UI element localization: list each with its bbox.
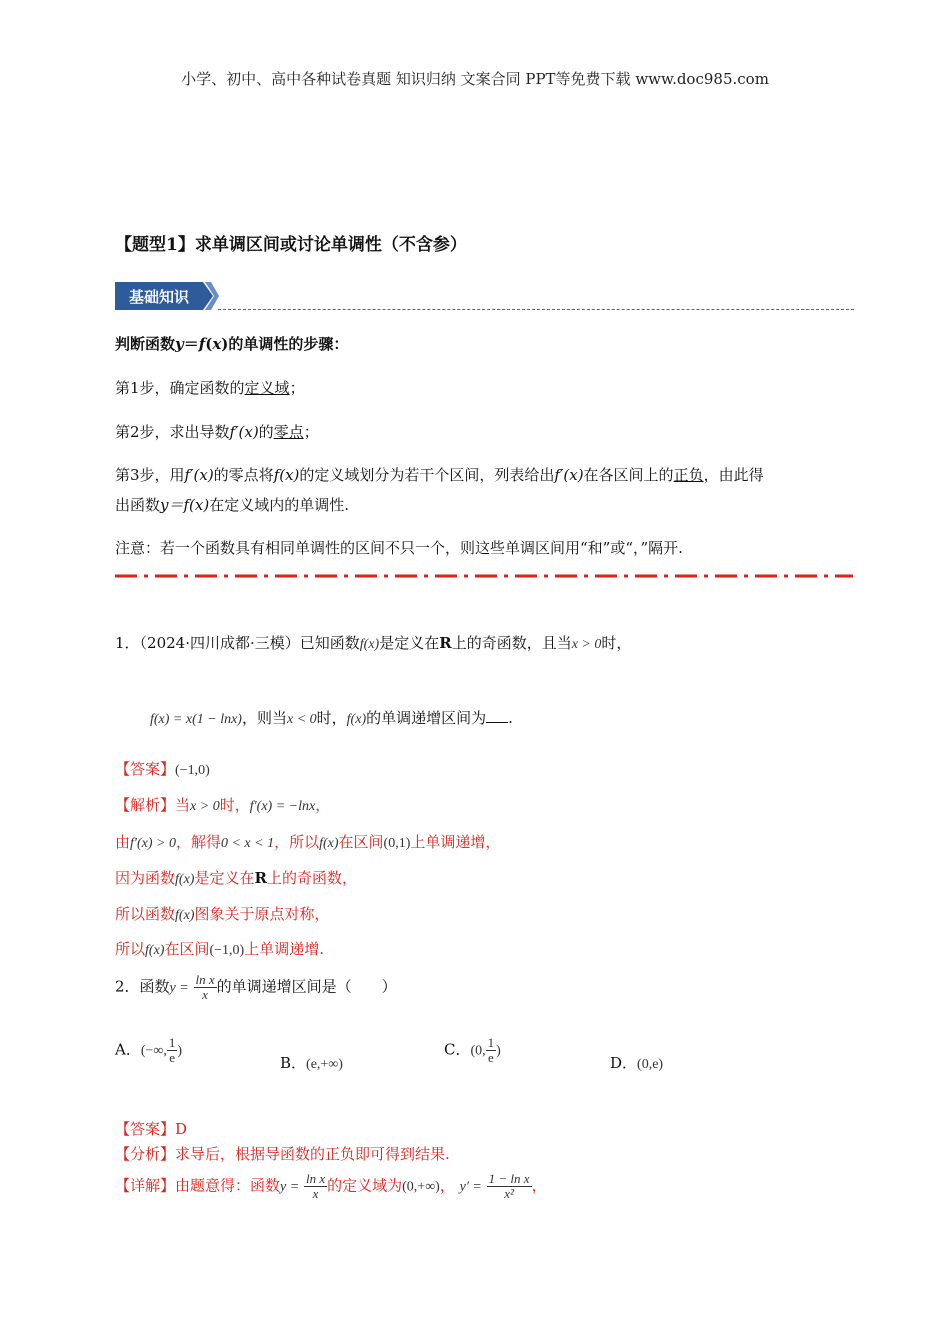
q2-stem: 2．函数y = $\frac{\text{ln x}}{x}$ 的单调递增区间是（ ） [115,972,397,1002]
q1-solution-line-4: 所以函数f(x)图象关于原点对称， [115,905,330,923]
q1-solution-line-3: 因为函数f(x)是定义在R上的奇函数， [115,869,357,887]
q2-detail: 【详解】由题意得：函数y = $\frac{\text{ln x}}{x}$ 的定义域为(0,+∞)， y′ = $\frac{\text{1 − ln x}}{\text{x²}}$ ， [115,1171,547,1201]
answer-blank [486,708,508,723]
q1-solution-line-2: 由f′(x) > 0，解得0 < x < 1，所以f(x)在区间(0,1)上单调递增， [115,833,501,851]
step-3-line-2: 出函数y＝f(x)在定义域内的单调性. [115,496,349,514]
q2-option-a[interactable]: A．(−∞, $\frac{1}{e}$ ) [115,1035,183,1065]
badge-label: 基础知识 [129,288,190,306]
red-dash-dot-divider [115,574,853,578]
q2-option-b[interactable]: B．(e,+∞) [280,1054,343,1072]
q2-option-d[interactable]: D．(0,e) [610,1054,664,1072]
q2-fraction: $\frac{\text{ln x}}{x}$ [195,972,215,1002]
dashed-divider [218,309,854,310]
page-header: 小学、初中、高中各种试卷真题 知识归纳 文案合同 PPT等免费下载 www.doc985.com [181,70,769,88]
step-3-line-1: 第3步，用f′(x)的零点将f(x)的定义域划分为若干个区间，列表给出f′(x)在各区间上的正负，由此得 [115,466,764,484]
q1-answer: 【答案】(−1,0) [115,760,210,778]
q2-answer: 【答案】D [115,1120,188,1138]
step-1: 第1步，确定函数的定义域； [115,379,305,397]
knowledge-intro: 判断函数y＝f(x)的单调性的步骤： [115,335,349,353]
q1-solution-line-1: 【解析】当x > 0时，f′(x) = −lnx， [115,796,331,814]
q1-line-2: f(x) = x(1 − lnx)，则当x < 0时，f(x)的单调递增区间为 . [150,709,513,727]
q1-solution-line-5: 所以f(x)在区间(−1,0)上单调递增. [115,940,324,958]
step-2: 第2步，求出导数f′(x)的零点； [115,423,319,441]
q2-analysis: 【分析】求导后，根据导函数的正负即可得到结果. [115,1145,450,1163]
q1-line-1: 1．（2024·四川成都·三模）已知函数f(x)是定义在R上的奇函数，且当x > 0时， [115,634,632,652]
q2-option-c[interactable]: C．(0, $\frac{1}{e}$ ) [444,1035,501,1065]
note: 注意：若一个函数具有相同单调性的区间不只一个，则这些单调区间用“和”或“，”隔开. [115,539,683,557]
knowledge-badge [115,280,219,312]
section-title: 【题型1】求单调区间或讨论单调性（不含参） [115,235,467,255]
